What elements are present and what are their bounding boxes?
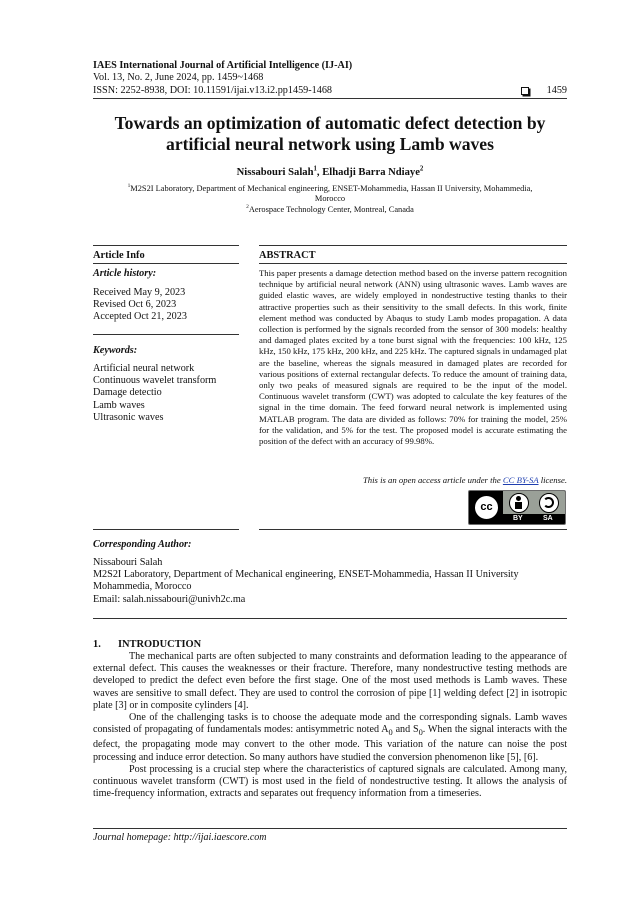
affiliation-1-mark: 1 — [127, 183, 131, 190]
abstract-heading: ABSTRACT — [259, 250, 316, 261]
affiliation-2-mark: 2 — [246, 204, 249, 211]
page-number: 1459 — [546, 84, 567, 96]
keywords-list — [93, 363, 216, 424]
corresponding-author-details — [93, 557, 519, 606]
volume-info: Vol. 13, No. 2, June 2024, pp. 1459~1468 — [93, 72, 264, 84]
header-rule — [93, 98, 567, 99]
affiliation-1-line-1: M2S2I Laboratory, Department of Mechanical engineering, ENSET-Mohammedia, Hassan II University, Mohammedia, — [130, 184, 533, 193]
share-alike-arrow — [543, 497, 554, 508]
affiliation-1-line-2: Morocco — [314, 194, 346, 204]
footer-label: Journal homepage — [93, 832, 168, 843]
accepted-date: Accepted Oct 21, 2023 — [93, 311, 187, 323]
para2-part-b: and S — [392, 724, 419, 736]
keywords-rule — [93, 334, 239, 335]
corresponding-name: Nissabouri Salah — [93, 557, 163, 568]
affiliation-2 — [93, 205, 567, 215]
article-history-heading: Article history: — [93, 268, 157, 279]
title-line-2: artificial neural network using Lamb waves — [166, 134, 494, 154]
abstract-sub-rule — [259, 263, 567, 264]
footer-rule — [93, 828, 567, 829]
license-prefix: This is an open access article under the — [362, 475, 503, 485]
abstract-bottom-rule — [259, 529, 567, 530]
introduction-heading — [93, 639, 201, 650]
cc-by-sa-badge-icon[interactable] — [468, 490, 566, 525]
journal-homepage-link[interactable]: : http://ijai.iaescore.com — [167, 832, 267, 843]
author-separator: , — [316, 167, 323, 178]
article-history — [93, 287, 187, 324]
introduction-body — [93, 651, 567, 800]
person-body — [515, 502, 522, 509]
keyword-item: Artificial neural network — [93, 363, 195, 374]
cc-logo-icon: cc — [473, 494, 500, 521]
corresponding-affiliation-1: M2S2I Laboratory, Department of Mechanical engineering, ENSET-Mohammedia, Hassan II University — [93, 569, 519, 581]
para2-part-c: . When the signal interacts with the defect, the propagating mode may convert to the other mode. This variation of the nature can noise the post processing and induce error detection. So many authors have studied the conversion phenomenon like [5], [6]. — [93, 724, 568, 763]
body-paragraph: The mechanical parts are often subjected to many constraints and deformation leading to the appearance of external defect. This causes the weaknesses or their fracture. Therefore, many nondestructive testing methods are developed to predict the defect even before the first stage. One of the most used methods is Lamb waves. These waves are sensitive to small defect. They are used to control the corrosion of pipe [1] welding defect [2] in isotropic plate [3] or in composite cylinders [4]. — [93, 651, 567, 711]
body-paragraph: Post processing is a crucial step where the characteristics of captured signals are calculated. Among many, continuous wavelet transform (CWT) is most used in the field of nondestructive testing. It allows the analysis of time-frequency information, extracts and separates out frequency information from a timeseries. — [93, 763, 567, 800]
license-statement — [259, 475, 567, 485]
paper-title — [93, 113, 567, 155]
body-paragraph — [93, 712, 567, 764]
article-info-heading: Article Info — [93, 250, 145, 261]
article-info-sub-rule — [93, 263, 239, 264]
journal-name: IAES International Journal of Artificial Intelligence (IJ-AI) — [93, 60, 353, 71]
section-title: INTRODUCTION — [118, 639, 202, 650]
affiliation-2-text: Aerospace Technology Center, Montreal, Canada — [248, 204, 414, 214]
author-2: Elhadji Barra Ndiaye — [322, 167, 420, 178]
corresponding-bottom-rule — [93, 618, 567, 619]
keyword-item: Damage detectio — [93, 387, 162, 399]
affiliation-1 — [93, 184, 567, 194]
license-suffix: license. — [538, 475, 567, 485]
author-2-affil-mark: 2 — [419, 165, 424, 173]
article-info-top-rule — [93, 245, 239, 246]
subscript: 0 — [388, 728, 393, 738]
subscript: 0 — [418, 728, 423, 738]
sa-label: SA — [543, 515, 553, 522]
revised-date: Revised Oct 6, 2023 — [93, 299, 177, 311]
page-number-group — [521, 85, 567, 97]
abstract-text: This paper presents a damage detection method based on the inverse pattern recognition technique by artificial neural network (ANN) using ultrasonic waves. Lamb waves are guided elastic waves, are widely employed in nondestructive testing thanks to their attractive properties such as their sensitivity to the small defects. In this work, finite element method was conducted by Abaqus to study Lamb modes propagation. A data collection is performed by the signals recorded from the sensor of 300 models: healthy and damaged plates excited by a tone burst signal with the frequencies: 100 kHz, 125 kHz, 150 kHz, 175 kHz, 200 kHz, and 225 kHz. The captured signals in undamaged plat are the baseline, whereas the signals measured in damaged plates are recorded for various positions of external rectangular defects. To reduce the amount of training data, only two peaks of measured signals are required to be the input of the model. Continuous wavelet transform (CWT) was adopted to calculate the key features of the signal in the time domain. The feed forward neural network is implemented using MATLAB program. The data are divided as follows: 70% for training the model, 25% for the validation, and 5% for the test. The proposed model is accurate estimating the position of the defect with an accuracy of 99.98%. — [259, 268, 567, 447]
article-info-bottom-rule — [93, 529, 239, 530]
share-alike-icon — [539, 493, 559, 513]
section-number: 1. — [93, 639, 101, 650]
attribution-person-icon — [509, 493, 529, 513]
journal-footer — [93, 832, 267, 843]
author-1: Nissabouri Salah — [236, 167, 314, 178]
corresponding-affiliation-2: Mohammedia, Morocco — [93, 581, 192, 593]
person-head — [516, 496, 521, 501]
keywords-heading: Keywords: — [93, 345, 138, 356]
cc-by-sa-link[interactable]: CC BY-SA — [502, 475, 539, 485]
issn-doi: ISSN: 2252-8938, DOI: 10.11591/ijai.v13.i2.pp1459-1468 — [93, 84, 333, 96]
author-1-affil-mark: 1 — [313, 165, 317, 173]
corresponding-author-heading: Corresponding Author: — [93, 539, 192, 550]
keyword-item: Continuous wavelet transform — [93, 375, 217, 387]
affiliations — [93, 184, 567, 215]
title-line-1: Towards an optimization of automatic defect detection by — [114, 113, 546, 133]
author-list — [93, 167, 567, 178]
by-label: BY — [513, 515, 523, 522]
para2-part-a: One of the challenging tasks is to choose the adequate mode and the corresponding signals. Lamb waves consisted of propagating of fundamentals modes: antisymmetric noted A — [93, 712, 567, 736]
abstract-top-rule — [259, 245, 567, 246]
received-date: Received May 9, 2023 — [93, 287, 186, 298]
issn-row — [93, 85, 567, 97]
keyword-item: Lamb waves — [93, 399, 145, 411]
square-bullet-icon — [521, 87, 529, 95]
journal-header — [93, 60, 567, 97]
corresponding-email: Email: salah.nissabouri@univh2c.ma — [93, 593, 246, 605]
keyword-item: Ultrasonic waves — [93, 411, 164, 423]
